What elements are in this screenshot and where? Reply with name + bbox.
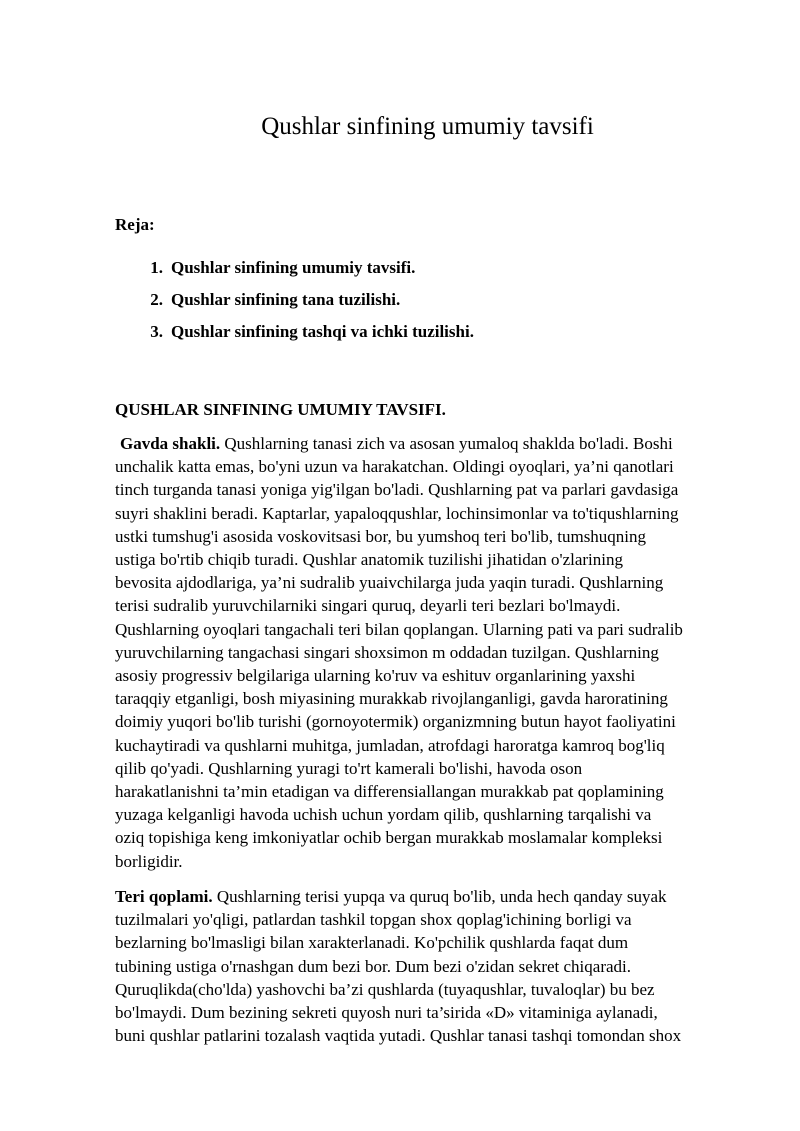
paragraph-line: qilib qo'yadi. Qushlarning yuragi to'rt kamerali bo'lishi, havoda oson	[115, 758, 583, 778]
paragraph-line: bo'lmaydi. Dum bezining sekreti quyosh nuri ta’sirida «D» vitaminiga aylanadi,	[115, 1003, 658, 1023]
plan-item	[115, 321, 474, 353]
plan-item-text: Qushlar sinfining tashqi va ichki tuzilishi.	[171, 322, 474, 341]
document-title: Qushlar sinfining umumiy tavsifi	[261, 113, 594, 140]
paragraph-line: tinch turganda tanasi yoniga yig'ilgan bo'ladi. Qushlarning pat va parlari gavdasiga	[115, 480, 679, 500]
paragraph-line: kuchaytiradi va qushlarni muhitga, jumladan, atrofdagi haroratga kamroq bog'liq	[115, 735, 665, 755]
paragraph-line: ustiga bo'rtib chiqib turadi. Qushlar anatomik tuzilishi jihatidan o'zlarining	[115, 550, 623, 570]
paragraph-line: unchalik katta emas, bo'yni uzun va harakatchan. Oldingi oyoqlari, ya’ni qanotlari	[115, 457, 674, 477]
paragraph-line: yuruvchilarning tangachasi singari shoxsimon m oddadan tuzilgan. Qushlarning	[115, 642, 659, 662]
paragraph-line: terisi sudralib yuruvchilarniki singari quruq, deyarli teri bezlari bo'lmaydi.	[115, 596, 621, 616]
paragraph-line: tubining ustiga o'rnashgan dum bezi bor. Dum bezi o'zidan sekret chiqaradi.	[115, 956, 631, 976]
paragraph-line: suyri shaklini beradi. Kaptarlar, yapaloqqushlar, lochinsimonlar va to'tiqushlarning	[115, 503, 679, 523]
plan-item-number: 3.	[150, 322, 163, 341]
plan-item-text: Qushlar sinfining tana tuzilishi.	[171, 290, 401, 309]
paragraph-line: Qushlarning tanasi zich va asosan yumaloq shaklda bo'ladi. Boshi	[220, 434, 673, 453]
paragraph-line: taraqqiy etganligi, bosh miyasining murakkab rivojlanganligi, gavda haroratining	[115, 689, 668, 709]
paragraph-line: oziq topishiga keng imkoniyatlar ochib bergan murakkab moslamalar kompleksi	[115, 828, 663, 848]
plan-item	[115, 289, 474, 321]
paragraph-line: asosiy progressiv belgilariga ularning ko'ruv va eshituv organlarining yaxshi	[115, 666, 636, 686]
plan-item-number: 1.	[150, 258, 163, 277]
plan-label: Reja:	[115, 215, 155, 234]
plan-item-number: 2.	[150, 290, 163, 309]
plan-item-text: Qushlar sinfining umumiy tavsifi.	[171, 258, 416, 277]
section-heading: QUSHLAR SINFINING UMUMIY TAVSIFI.	[115, 400, 446, 419]
paragraph-line: Qushlarning oyoqlari tangachali teri bilan qoplangan. Ularning pati va pari sudralib	[115, 619, 683, 639]
paragraph-line: buni qushlar patlarini tozalash vaqtida yutadi. Qushlar tanasi tashqi tomondan shox	[115, 1026, 682, 1046]
paragraph-line: doimiy yuqori bo'lib turishi (gornoyotermik) organizmning butun hayot faoliyatini	[115, 712, 676, 732]
paragraph-line: bezlarning bo'lmasligi bilan xarakterlanadi. Ko'pchilik qushlarda faqat dum	[115, 933, 629, 953]
paragraph-line: Quruqlikda(cho'lda) yashovchi ba’zi qushlarda (tuyaqushlar, tuvaloqlar) bu bez	[115, 979, 655, 999]
paragraph-line: yuzaga kelganligi havoda uchish uchun yordam qilib, qushlarning tarqalishi va	[115, 805, 652, 825]
paragraph-line: bevosita ajdodlariga, ya’ni sudralib yuaivchilarga juda yaqin turadi. Qushlarning	[115, 573, 664, 593]
paragraph-line: harakatlanishni ta’min etadigan va differensiallangan murakkab pat qoplamining	[115, 782, 664, 802]
paragraph-line: tuzilmalari yo'qligi, patlardan tashkil topgan shox qoplag'ichining borligi va	[115, 910, 632, 930]
paragraph-skin-cover	[115, 885, 745, 1047]
plan-item	[115, 257, 474, 289]
paragraph-line: Qushlarning terisi yupqa va quruq bo'lib, unda hech qanday suyak	[212, 887, 667, 906]
paragraph-line: ustki tumshug'i asosida voskovitsasi bor, bu yumshoq teri bo'lib, tumshuqning	[115, 526, 647, 546]
paragraph-lead: Gavda shakli.	[120, 434, 221, 453]
paragraph-body-shape	[115, 432, 745, 873]
paragraph-line: borligidir.	[115, 851, 183, 871]
paragraph-lead: Teri qoplami.	[115, 887, 213, 906]
plan-list	[115, 257, 474, 353]
